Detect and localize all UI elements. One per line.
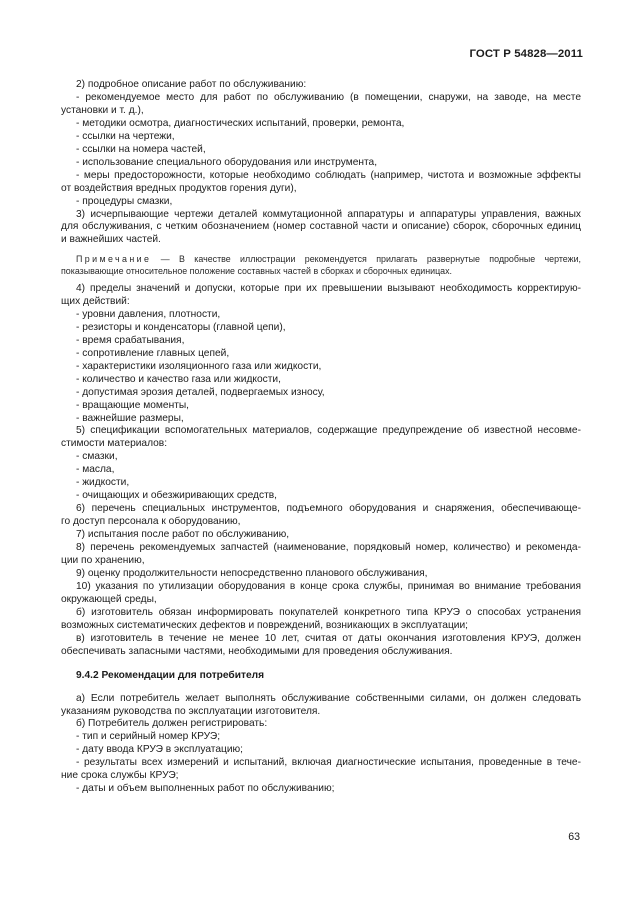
- text-line: - резисторы и конденсаторы (главной цепи),: [76, 321, 286, 333]
- text-line: - дату ввода КРУЭ в эксплуатацию;: [76, 744, 244, 756]
- text-line: - вращающие моменты,: [76, 399, 190, 411]
- text-line: - процедуры смазки,: [76, 195, 173, 207]
- section-heading: 9.4.2 Рекомендации для потребителя: [76, 669, 265, 681]
- note-block: [61, 254, 581, 277]
- text-line: - масла,: [76, 464, 115, 476]
- text-line: возможных систематических дефектов и повреждений, возникающих в эксплуатации;: [61, 619, 468, 631]
- text-line: го доступ персонала к оборудованию,: [61, 516, 241, 528]
- text-line: 4) пределы значений и допуски, которые при их превышении вызывают необходимость корректирую-: [76, 282, 581, 294]
- text-line: - даты и объем выполненных работ по обслуживанию;: [76, 783, 335, 795]
- text-line: - сопротивление главных цепей,: [76, 347, 230, 359]
- text-line: б) изготовитель обязан информировать покупателей конкретного типа КРУЭ о способах устранения: [76, 606, 581, 618]
- text-line: - использование специального оборудования или инструмента,: [76, 156, 378, 168]
- document-body: [61, 79, 581, 796]
- text-line: - важнейшие размеры,: [76, 412, 184, 424]
- text-line: 3) исчерпывающие чертежи деталей коммутационной аппаратуры и аппаратуры управления, важных: [76, 208, 581, 220]
- text-line: - уровни давления, плотности,: [76, 308, 221, 320]
- text-line: 9) оценку продолжительности непосредственно планового обслуживания,: [76, 567, 428, 579]
- text-line: 10) указания по утилизации оборудования в конце срока службы, принимая во внимание требования: [76, 580, 581, 592]
- text-line: - очищающих и обезжиривающих средств,: [76, 490, 277, 502]
- text-line: ние срока службы КРУЭ;: [61, 770, 179, 782]
- text-line: - допустимая эрозия деталей, подвергаемых износу,: [76, 386, 325, 398]
- text-line: щих действий:: [61, 295, 130, 307]
- text-line: - методики осмотра, диагностических испытаний, проверки, ремонта,: [76, 117, 405, 129]
- text-line: окружающей среды,: [61, 593, 157, 605]
- text-line: - ссылки на чертежи,: [76, 130, 175, 142]
- note-label: Примечание: [76, 254, 152, 265]
- text-line: от воздействия вредных продуктов горения дуги),: [61, 182, 297, 194]
- text-line: - рекомендуемое место для работ по обслуживанию (в помещении, снаружи, на заводе, на месте: [76, 91, 581, 103]
- text-line: - ссылки на номера частей,: [76, 143, 206, 155]
- text-line: - характеристики изоляционного газа или жидкости,: [76, 360, 322, 372]
- text-line: - жидкости,: [76, 477, 130, 489]
- page-number: 63: [568, 831, 580, 843]
- note-text: — В качестве иллюстрации рекомендуется прилагать развернутые подробные чертежи,: [151, 254, 581, 265]
- note-line: показывающие относительное положение составных частей в сборках и сборочных единицах.: [61, 265, 452, 276]
- text-line: 5) спецификации вспомогательных материалов, содержащие предупреждение об известной несовме-: [76, 425, 581, 437]
- text-line: указаниям руководства по эксплуатации изготовителя.: [61, 705, 321, 717]
- text-line: 8) перечень рекомендуемых запчастей (наименование, порядковый номер, количество) и рекоменда-: [76, 542, 581, 554]
- text-line: 2) подробное описание работ по обслуживанию:: [76, 79, 307, 90]
- text-line: - результаты всех измерений и испытаний, включая диагностические испытания, проведенные в тече-: [76, 757, 581, 769]
- text-line: 6) перечень специальных инструментов, подъемного оборудования и снаряжения, обеспечивающе-: [76, 503, 581, 515]
- text-line: - количество и качество газа или жидкости,: [76, 373, 281, 385]
- text-line: стимости материалов:: [61, 438, 168, 450]
- text-line: для обслуживания, с четким обозначением (номер составной части и описание) сборок, сборочных единиц: [61, 221, 581, 233]
- text-line: ции по хранению,: [61, 555, 145, 566]
- text-line: обеспечивать запасными частями, необходимыми для проведения обслуживания.: [61, 645, 453, 657]
- note-line: [61, 254, 581, 265]
- standard-designation: ГОСТ Р 54828—2011: [469, 48, 583, 60]
- text-line: в) изготовитель в течение не менее 10 лет, считая от даты окончания изготовления КРУЭ, должен: [76, 632, 581, 644]
- text-line: - меры предосторожности, которые необходимо соблюдать (например, чистота и возможные эффекты: [76, 169, 581, 181]
- text-line: - смазки,: [76, 451, 118, 463]
- text-line: - время срабатывания,: [76, 334, 185, 346]
- text-line: 7) испытания после работ по обслуживанию,: [76, 529, 290, 541]
- text-line: и важнейших частей.: [61, 234, 161, 246]
- text-line: - тип и серийный номер КРУЭ;: [76, 731, 221, 743]
- text-line: а) Если потребитель желает выполнять обслуживание собственными силами, он должен следовать: [76, 692, 581, 704]
- text-line: установки и т. д.),: [61, 104, 144, 116]
- text-line: б) Потребитель должен регистрировать:: [76, 718, 268, 730]
